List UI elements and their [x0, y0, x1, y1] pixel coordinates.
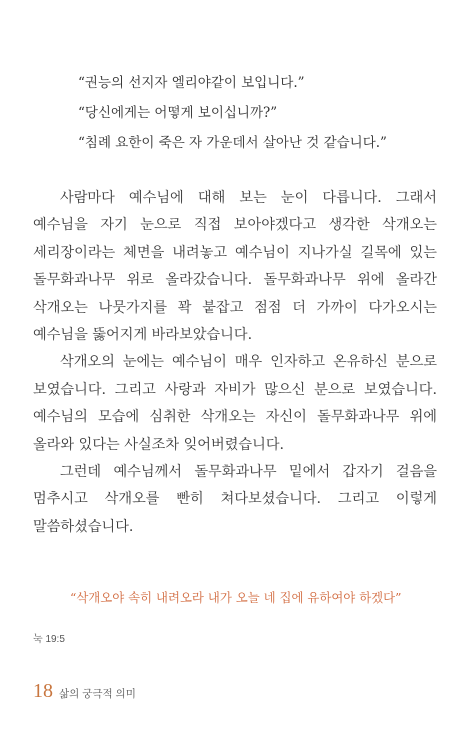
paragraph-2: 삭개오의 눈에는 예수님이 매우 인자하고 온유하신 분으로 보였습니다. 그리고 사랑과 자비가 많으신 분으로 보였습니다. 예수님의 모습에 심취한 삭개오는 자신이 돌무화과나무 위에 올라와 있다는 사실조차 잊어버렸습니다.	[33, 354, 437, 453]
quote-line-2: “당신에게는 어떻게 보이십니까?”	[78, 105, 278, 121]
quote-line-1: “권능의 선지자 엘리야같이 보입니다.”	[78, 75, 305, 91]
quote-line-3: “침례 요한이 죽은 자 가운데서 살아난 것 같습니다.”	[78, 135, 387, 151]
page-footer	[33, 680, 136, 703]
paragraph-3: 그런데 예수님께서 돌무화과나무 밑에서 갑자기 걸음을 멈추시고 삭개오를 빤히 쳐다보셨습니다. 그리고 이렇게 말씀하셨습니다.	[33, 464, 437, 535]
scripture-citation: 눅 19:5	[33, 634, 65, 645]
page-number: 18	[33, 680, 53, 702]
book-title: 삶의 궁극적 의미	[59, 688, 136, 700]
body-text	[33, 185, 437, 541]
scripture-verse: “삭개오야 속히 내려오라 내가 오늘 네 집에 유하여야 하겠다”	[70, 590, 402, 605]
paragraph-1: 사람마다 예수님에 대해 보는 눈이 다릅니다. 그래서 예수님을 자기 눈으로 직접 보아야겠다고 생각한 삭개오는 세리장이라는 체면을 내려놓고 예수님이 지나가실 길목에 있는 돌무화과나무 위로 올라갔습니다. 돌무화과나무 위에 올라간 삭개오는 나뭇가지를 꽉 붙잡고 점점 더 가까이 다가오시는 예수님을 뚫어지게 바라보았습니다.	[33, 190, 437, 344]
